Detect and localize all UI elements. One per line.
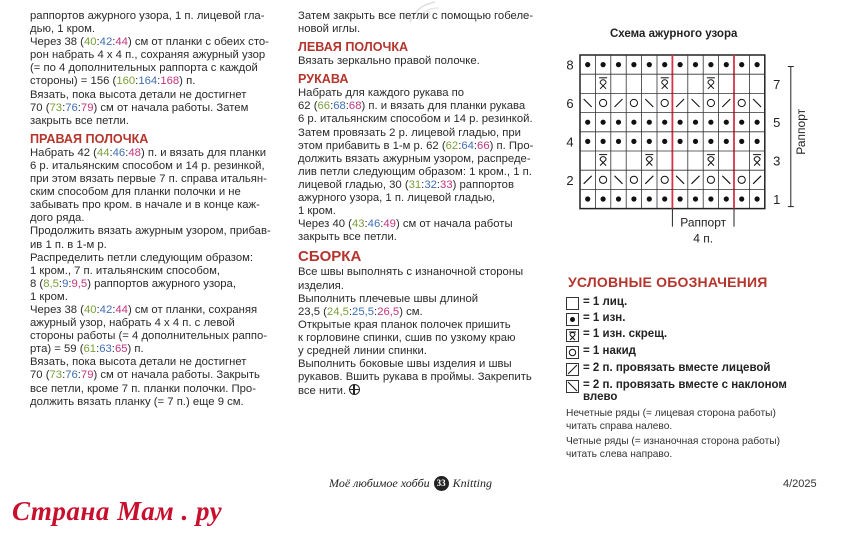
text-segment: 73	[49, 101, 63, 114]
text-segment: Вязать зеркально правой полочке.	[298, 55, 480, 68]
purl-dot-icon	[724, 62, 729, 67]
instruction-paragraph	[30, 147, 288, 409]
row-number-right: 7	[773, 76, 781, 92]
text-segment: ) п. и вязать для планки рукава 6 р. итальянским способом и 14 р. резинкой. Затем провязать 2 р. лицевой гладью, при этом прибавить в 1-м р.	[298, 100, 533, 152]
text-segment: :	[421, 178, 425, 191]
purl-dot-icon	[647, 120, 652, 125]
text-segment: :	[348, 305, 353, 318]
purl-dot-icon	[647, 62, 652, 67]
end-mark-icon	[349, 384, 360, 395]
repeat-label-bottom: Раппорт	[680, 215, 727, 230]
text-segment: 66	[317, 100, 331, 113]
text-segment: 42	[99, 36, 113, 49]
text-segment: (	[438, 139, 446, 152]
text-segment: :	[96, 343, 100, 356]
text-segment: 33	[440, 178, 453, 191]
text-segment: 30	[389, 178, 402, 191]
purl-dot-icon	[585, 120, 590, 125]
publication-section: Knitting	[452, 476, 492, 490]
text-segment: ) п. Про- должить вязать ажурным узором, распреде- лив петли следующим образом: 1 кром., 1 п. лицевой гладью,	[298, 139, 534, 191]
row-number-left: 4	[566, 134, 574, 150]
text-segment: 79	[80, 101, 94, 114]
text-segment: 65	[114, 343, 128, 356]
k2tog-symbol-icon	[566, 363, 579, 376]
purl-dot-icon	[755, 196, 760, 201]
purl-dot-icon	[693, 62, 698, 67]
text-segment: (	[109, 75, 117, 88]
legend-title: УСЛОВНЫЕ ОБОЗНАЧЕНИЯ	[568, 274, 768, 290]
legend-item-label: = 2 п. провязать вместе лицевой	[583, 362, 771, 374]
text-segment: 49	[383, 218, 396, 231]
text-segment: :	[77, 369, 81, 382]
instruction-paragraph	[298, 55, 556, 68]
text-segment: ) см от начала работы закрыть все петли.	[298, 218, 513, 244]
text-segment: 168	[160, 75, 180, 88]
text-segment: 70	[30, 101, 43, 114]
ssk-symbol-icon	[566, 380, 579, 393]
text-segment: :	[374, 305, 378, 318]
purl-dot-icon	[662, 120, 667, 125]
text-segment: 62	[298, 100, 311, 113]
text-segment: 44	[96, 146, 110, 159]
text-segment: 23,5	[298, 305, 320, 318]
text-segment: 24,5	[326, 305, 349, 318]
purl-dot-icon	[662, 139, 667, 144]
text-segment: 64	[461, 139, 474, 152]
purl-dot-icon	[647, 139, 652, 144]
purl-dot-icon	[678, 139, 683, 144]
section-heading: ЛЕВАЯ ПОЛОЧКА	[298, 40, 409, 55]
purl-dot-icon	[616, 62, 621, 67]
text-segment: (	[77, 303, 84, 316]
purl-dot-icon	[631, 120, 636, 125]
publication-footer	[329, 476, 492, 491]
purl-dot-icon	[693, 120, 698, 125]
blank-symbol-icon	[566, 297, 579, 310]
legend-item-label: = 1 накид	[583, 345, 636, 357]
purl-dot-icon	[585, 139, 590, 144]
text-segment: 68	[333, 100, 346, 113]
purl-dot-icon	[755, 62, 760, 67]
text-segment: 48	[128, 146, 141, 159]
text-segment: 40	[83, 36, 97, 49]
text-segment: :	[62, 101, 66, 114]
legend-item	[566, 296, 627, 310]
text-segment: :	[58, 277, 63, 290]
legend-item	[566, 379, 787, 403]
text-segment: :	[364, 218, 368, 231]
text-segment: (	[42, 101, 50, 114]
text-segment: 76	[65, 369, 78, 382]
section-heading: РУКАВА	[298, 72, 349, 87]
purl-dot-icon	[585, 62, 590, 67]
scheme-title: Схема ажурного узора	[610, 28, 738, 40]
purl-dot-icon	[693, 139, 698, 144]
text-segment: 43	[351, 218, 365, 231]
text-segment: :	[345, 100, 349, 113]
text-segment: (	[76, 343, 84, 356]
text-segment: 8,5	[43, 277, 59, 290]
text-segment: ) п. Вязать, пока высота детали не достигнет	[30, 343, 247, 369]
purl-dot-icon	[739, 62, 744, 67]
site-watermark: Страна Мам . ру	[12, 496, 223, 526]
text-segment: :	[62, 369, 66, 382]
purl-dot-icon	[631, 139, 636, 144]
text-segment: 46	[112, 146, 126, 159]
purl-dot-icon	[662, 62, 667, 67]
purl-dot-icon	[678, 62, 683, 67]
text-segment: 42	[77, 146, 91, 159]
row-number-left: 2	[566, 172, 574, 188]
purl-dot-icon	[616, 196, 621, 201]
text-segment: :	[436, 178, 441, 191]
purl-dot-icon	[616, 139, 621, 144]
note-even-rows: Четные ряды (= изнаночная сторона работы) читать слева направо.	[566, 436, 780, 460]
purl-dot-icon	[708, 120, 713, 125]
text-segment: 79	[80, 369, 94, 382]
text-segment: 40	[332, 218, 346, 231]
text-segment: 38	[64, 303, 78, 316]
text-column-left	[30, 10, 288, 409]
text-segment: 8	[30, 277, 37, 290]
purl-dot-icon	[631, 196, 636, 201]
text-segment: :	[112, 36, 116, 49]
text-segment: (	[90, 146, 97, 159]
text-segment: 40	[83, 303, 97, 316]
text-segment: 9	[62, 277, 69, 290]
text-segment: ) п. Вязать, пока высота детали не достигнет	[30, 75, 247, 101]
page-number: 33	[434, 476, 449, 491]
text-segment: :	[109, 146, 113, 159]
legend-item	[566, 328, 667, 342]
text-segment: Все швы выполнять с изнаночной стороны изделия. Выполнить плечевые швы длиной	[298, 266, 524, 305]
text-segment: 32	[424, 178, 437, 191]
text-segment: Набрать для каждого рукава по	[298, 87, 465, 100]
purl-dot-icon	[708, 62, 713, 67]
note-odd-rows: Нечетные ряды (= лицевая сторона работы) читать справа налево.	[566, 408, 776, 432]
purl-dot-icon	[616, 120, 621, 125]
text-segment: (	[345, 218, 352, 231]
purl-dot-icon	[631, 62, 636, 67]
row-number-right: 5	[773, 115, 781, 131]
text-segment: Набрать	[30, 146, 78, 159]
text-segment: 62	[445, 139, 459, 152]
text-segment: (	[36, 277, 44, 290]
repeat-label-vertical: Раппорт	[793, 108, 808, 155]
text-segment: ) см от планки, сохраняя ажурный узор, набрать 4 х 4 п. с левой стороны работы (= 4 дополнительных раппо- рта) =	[30, 303, 268, 356]
purl-dot-icon	[708, 139, 713, 144]
text-segment: 66	[477, 139, 490, 152]
text-segment: :	[96, 303, 100, 316]
text-segment: (	[310, 100, 318, 113]
publication-name: Моё любимое хобби	[329, 476, 430, 490]
text-segment: 63	[99, 343, 112, 356]
instruction-paragraph	[30, 10, 288, 128]
purl-dot-icon	[724, 196, 729, 201]
text-segment: 46	[367, 218, 381, 231]
legend-item	[566, 362, 770, 376]
instruction-paragraph	[298, 10, 556, 36]
instruction-paragraph	[298, 266, 556, 398]
row-number-right: 3	[773, 153, 781, 169]
yo-symbol-icon	[566, 346, 579, 359]
purl-dot-icon	[693, 196, 698, 201]
text-segment: 62	[426, 139, 439, 152]
lace-pattern-chart	[560, 45, 820, 255]
purl-dot-icon	[739, 120, 744, 125]
legend-item-label: = 1 изн. скрещ.	[583, 328, 668, 340]
repeat-count: 4 п.	[693, 231, 714, 246]
row-number-right: 1	[773, 192, 781, 207]
section-heading: СБОРКА	[298, 248, 362, 266]
text-segment: 9,5	[71, 277, 88, 290]
text-segment: 68	[348, 100, 362, 113]
purl-dot-icon	[601, 139, 606, 144]
purl-dot-icon	[708, 196, 713, 201]
text-segment: :	[96, 36, 100, 49]
purl-dot-icon	[739, 139, 744, 144]
legend-item	[566, 345, 636, 359]
text-segment: 61	[83, 343, 97, 356]
row-number-left: 8	[566, 57, 574, 73]
text-segment: ) см от начала работы. Закрыть все петли, кроме 7 п. планки полочки. Про- должить вязать планку (= 7 п.) еще 9 см.	[30, 369, 260, 408]
text-segment: :	[125, 146, 129, 159]
text-segment: ) см от начала работы. Затем закрыть все петли.	[30, 101, 249, 127]
text-segment: :	[330, 100, 334, 113]
legend-item-label: = 1 изн.	[583, 312, 626, 324]
text-segment: 59	[64, 343, 77, 356]
text-segment: 76	[65, 101, 78, 114]
text-segment: 31	[408, 178, 422, 191]
row-number-left: 6	[566, 96, 574, 111]
text-segment: 42	[99, 303, 113, 316]
text-segment: 44	[115, 36, 128, 49]
legend-item-label: = 1 лиц.	[583, 296, 628, 308]
purl-dot-icon	[662, 196, 667, 201]
text-segment: :	[458, 139, 462, 152]
text-segment: :	[77, 101, 81, 114]
purl-dot-icon	[601, 120, 606, 125]
section-heading: ПРАВАЯ ПОЛОЧКА	[30, 131, 149, 146]
text-segment: :	[135, 75, 139, 88]
text-segment: 164	[138, 75, 158, 88]
twist-symbol-icon	[566, 329, 579, 342]
text-segment: ) см. Открытые края планок полочек пришить к горловине спинки, сшив по узкому краю у средней линии спинки. Выполнить боковые швы изделия и швы рукавов. Вшить рукава в проймы. Закрепить все нити.	[298, 305, 532, 398]
purl-dot-icon	[678, 196, 683, 201]
text-segment: ) раппортов ажурного узора, 1 кром. Через	[30, 277, 236, 316]
purl-dot-icon	[601, 62, 606, 67]
purl-dot-icon	[678, 120, 683, 125]
text-segment: 38	[64, 36, 78, 49]
issue-number: 4/2025	[783, 478, 817, 490]
text-column-middle	[298, 10, 556, 398]
text-segment: :	[68, 277, 72, 290]
text-segment: :	[111, 343, 115, 356]
text-segment: 44	[115, 303, 128, 316]
text-segment: (	[401, 178, 409, 191]
purl-dot-icon	[601, 196, 606, 201]
text-segment: :	[380, 218, 384, 231]
text-segment: (	[77, 36, 84, 49]
text-segment: раппортов ажурного узора, 1 п. лицевой гла- дью, 1 кром. Через	[30, 10, 265, 49]
text-segment: 26,5	[377, 305, 400, 318]
text-segment: :	[112, 303, 116, 316]
legend-item	[566, 312, 625, 326]
text-segment: :	[473, 139, 478, 152]
text-segment: (	[42, 369, 50, 382]
purl-dot-icon	[724, 139, 729, 144]
purl-dot-icon	[647, 196, 652, 201]
text-segment: Затем закрыть все петли с помощью гобеле- новой иглы.	[298, 10, 534, 36]
text-segment: 70	[30, 369, 43, 382]
text-segment: 160	[116, 75, 136, 88]
text-segment: (	[320, 305, 327, 318]
text-segment: ) см от планки с обеих сто- рон набрать 4 х 4 п., сохраняя ажурный узор (= по 4 дополнительных раппорта с каждой стороны) =	[30, 36, 269, 88]
dot-symbol-icon	[566, 313, 579, 326]
purl-dot-icon	[739, 196, 744, 201]
text-segment: ) п. и вязать для планки 6 р. итальянским способом и 14 р. резинкой, при этом вязать первые 7 п. справа итальян- ским способом для планки полочки и не забывать про кром. в начале и в конце каж- дого ряда. Продолжить вязать ажурным узором, прибав- ив 1 п. в 1-м р. Распределить петли следующим образом: 1 кром., 7 п. итальянским способом,	[30, 146, 271, 277]
instruction-paragraph	[298, 87, 556, 244]
purl-dot-icon	[755, 139, 760, 144]
purl-dot-icon	[724, 120, 729, 125]
text-segment: :	[157, 75, 161, 88]
legend-item-label: = 2 п. провязать вместе с наклоном влево	[583, 379, 787, 403]
text-segment: 73	[49, 369, 63, 382]
text-segment: 156	[90, 75, 110, 88]
purl-dot-icon	[755, 120, 760, 125]
purl-dot-icon	[585, 196, 590, 201]
text-segment: 25,5	[352, 305, 375, 318]
text-segment: ) раппортов ажурного узора, 1 п. лицевой гладью, 1 кром. Через	[298, 178, 514, 231]
